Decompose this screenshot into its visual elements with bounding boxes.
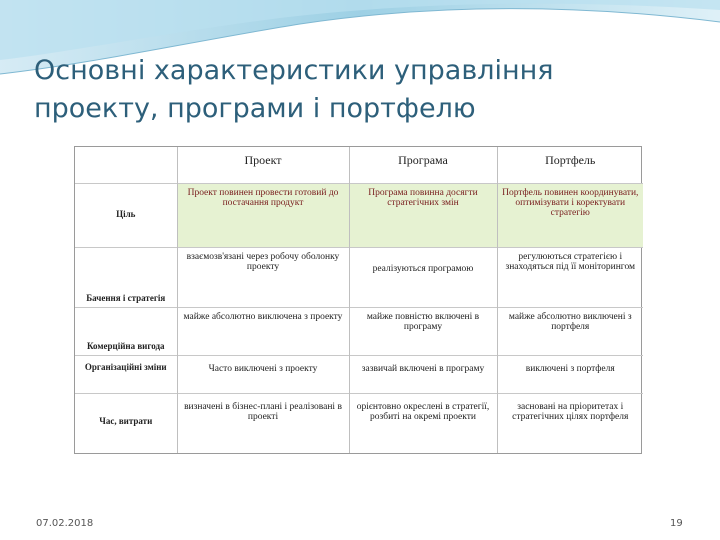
cell-benefit-portfolio: майже абсолютно виключені з портфеля <box>497 308 643 356</box>
cell-vision-project: взаємозв'язані через робочу оболонку проекту <box>177 248 349 308</box>
cell-org-portfolio: виключені з портфеля <box>497 356 643 394</box>
header-program: Програма <box>349 147 497 184</box>
cell-time-portfolio: засновані на пріоритетах і стратегічних цілях портфеля <box>497 394 643 454</box>
cell-vision-program: реалізуються програмою <box>349 248 497 308</box>
cell-vision-portfolio: регулюються стратегією і знаходяться під її моніторингом <box>497 248 643 308</box>
cell-goal-portfolio: Портфель повинен координувати, оптимізувати і коректувати стратегію <box>497 184 643 248</box>
table-row <box>75 184 643 248</box>
cell-benefit-project: майже абсолютно виключена з проекту <box>177 308 349 356</box>
cell-org-project: Часто виключені з проекту <box>177 356 349 394</box>
row-label-time-cost: Час, витрати <box>75 394 177 454</box>
row-label-vision: Бачення і стратегія <box>75 248 177 308</box>
row-label-benefit: Комерційна вигода <box>75 308 177 356</box>
table-header-row <box>75 147 643 184</box>
cell-goal-program: Програма повинна досягти стратегічних змін <box>349 184 497 248</box>
table-row <box>75 394 643 454</box>
cell-org-program: зазвичай включені в програму <box>349 356 497 394</box>
header-empty <box>75 147 177 184</box>
row-label-goal: Ціль <box>75 184 177 248</box>
row-label-org-changes: Організаційні зміни <box>75 356 177 394</box>
slide-title: Основні характеристики управління проекту, програми і портфелю <box>34 55 554 124</box>
cell-goal-project: Проект повинен провести готовий до постачання продукт <box>177 184 349 248</box>
footer-date: 07.02.2018 <box>36 518 94 529</box>
cell-time-project: визначені в бізнес-плані і реалізовані в проекті <box>177 394 349 454</box>
cell-time-program: орієнтовно окреслені в стратегії, розбиті на окремі проекти <box>349 394 497 454</box>
table-row <box>75 308 643 356</box>
page-number: 19 <box>670 518 683 529</box>
cell-benefit-program: майже повністю включені в програму <box>349 308 497 356</box>
header-portfolio: Портфель <box>497 147 643 184</box>
comparison-table <box>74 146 642 454</box>
table-row <box>75 356 643 394</box>
table-row <box>75 248 643 308</box>
header-project: Проект <box>177 147 349 184</box>
